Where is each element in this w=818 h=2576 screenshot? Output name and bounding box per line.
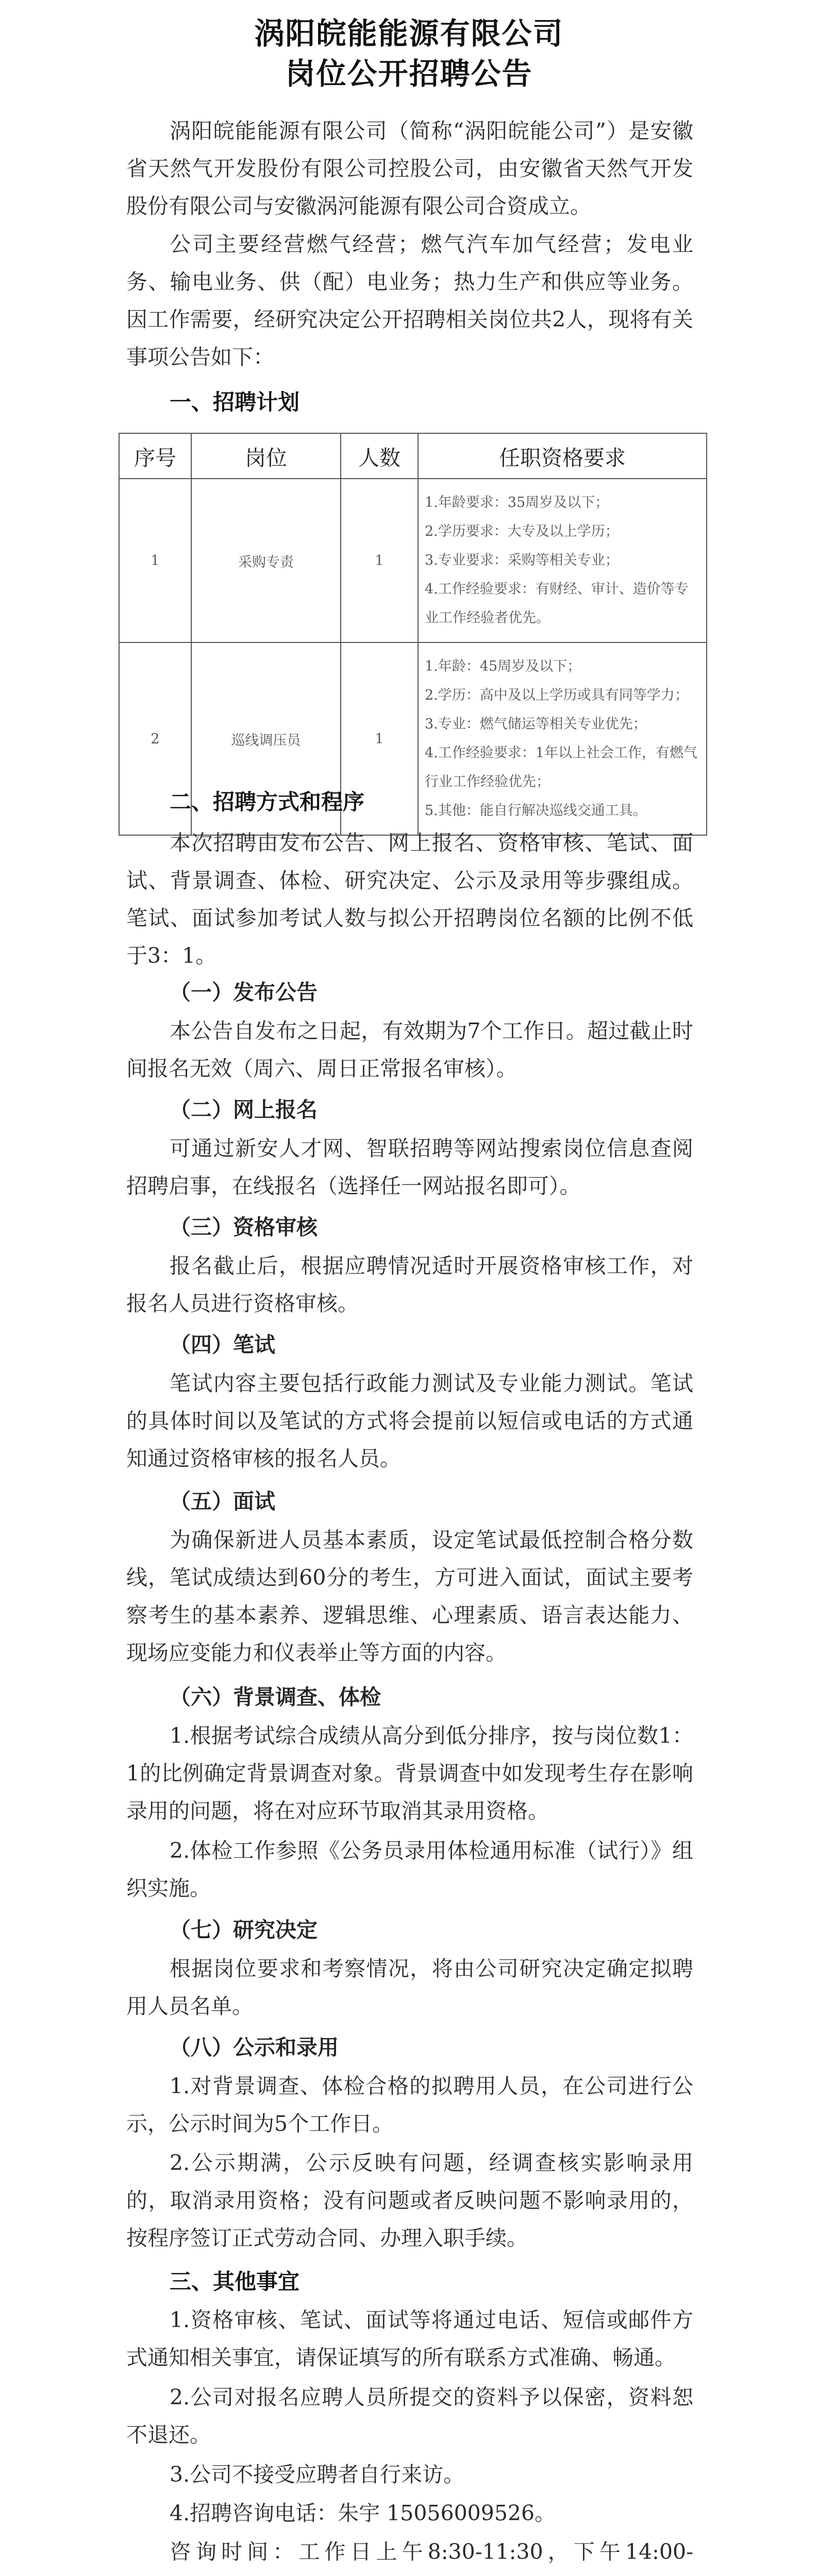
requirement-line: 3.专业：燃气储运等相关专业优先； [425, 716, 647, 732]
subsection-1-text: 本公告自发布之日起，有效期为7个工作日。超过截止时间报名无效（周六、周日正常报名审核）。 [126, 1019, 693, 1081]
header-requirements: 任职资格要求 [418, 433, 707, 479]
header-position: 岗位 [191, 433, 341, 479]
title-notice: 岗位公开招聘公告 [285, 56, 533, 91]
section-3-heading: 三、其他事宜 [170, 2269, 300, 2294]
requirement-line: 4.工作经验要求：有财经、审计、造价等专业工作经验者优先。 [425, 581, 689, 626]
row-count: 1 [341, 642, 418, 835]
requirement-line: 1.年龄要求：35周岁及以下； [425, 495, 609, 511]
section-2-intro: 本次招聘由发布公告、网上报名、资格审核、笔试、面试、背景调查、体检、研究决定、公示及录用等步骤组成。笔试、面试参加考试人数与拟公开招聘岗位名额的比例不低于3：1。 [126, 831, 693, 968]
table-header-row [119, 433, 707, 479]
subsection-8-text-1: 1.对背景调查、体检合格的拟聘用人员，在公司进行公示，公示时间为5个工作日。 [126, 2074, 693, 2136]
requirement-line: 2.学历要求：大专及以上学历； [425, 523, 619, 539]
subsection-4-heading: （四）笔试 [170, 1332, 275, 1357]
requirement-line: 4.工作经验要求：1年以上社会工作，有燃气行业工作经验优先； [425, 745, 697, 790]
subsection-8-text-2: 2.公示期满，公示反映有问题，经调查核实影响录用的，取消录用资格；没有问题或者反映问题不影响录用的，按程序签订正式劳动合同、办理入职手续。 [126, 2150, 693, 2250]
subsection-6-text-2: 2.体检工作参照《公务员录用体检通用标准（试行）》组织实施。 [126, 1838, 693, 1901]
subsection-5-heading: （五）面试 [170, 1489, 275, 1514]
row-no: 1 [119, 479, 191, 642]
row-no: 2 [119, 642, 191, 835]
row-position: 采购专责 [191, 479, 341, 642]
requirement-line: 5.其他：能自行解决巡线交通工具。 [425, 803, 647, 819]
subsection-1-heading: （一）发布公告 [170, 980, 318, 1005]
recruitment-plan-table [119, 433, 707, 836]
section-2-heading: 二、招聘方式和程序 [170, 789, 365, 815]
header-count: 人数 [341, 433, 418, 479]
subsection-6-text-1: 1.根据考试综合成绩从高分到低分排序，按与岗位数1：1的比例确定背景调查对象。背景调查中如发现考生存在影响录用的问题，将在对应环节取消其录用资格。 [126, 1723, 693, 1823]
row-requirements [418, 479, 707, 642]
subsection-3-text: 报名截止后，根据应聘情况适时开展资格审核工作，对报名人员进行资格审核。 [126, 1253, 693, 1316]
other-item-2: 2.公司对报名应聘人员所提交的资料予以保密，资料恕不退还。 [126, 2385, 693, 2447]
subsection-6-heading: （六）背景调查、体检 [170, 1685, 381, 1709]
consultation-time: 咨询时间：工作日上午8:30-11:30，下午14:00- [170, 2539, 693, 2564]
subsection-7-text: 根据岗位要求和考察情况，将由公司研究决定确定拟聘用人员名单。 [126, 1956, 693, 2019]
other-item-1: 1.资格审核、笔试、面试等将通过电话、短信或邮件方式通知相关事宜，请保证填写的所有联系方式准确、畅通。 [126, 2308, 693, 2370]
other-item-3: 3.公司不接受应聘者自行来访。 [170, 2462, 465, 2487]
section-1-heading: 一、招聘计划 [170, 389, 300, 415]
other-item-4: 4.招聘咨询电话：朱宇 15056009526。 [170, 2501, 556, 2526]
intro-paragraph-2: 公司主要经营燃气经营；燃气汽车加气经营；发电业务、输电业务、供（配）电业务；热力生产和供应等业务。因工作需要，经研究决定公开招聘相关岗位共2人，现将有关事项公告如下： [126, 232, 693, 369]
title-company: 涡阳皖能能源有限公司 [254, 16, 564, 51]
requirement-line: 3.专业要求：采购等相关专业； [425, 552, 619, 568]
table-row [119, 479, 707, 642]
subsection-4-text: 笔试内容主要包括行政能力测试及专业能力测试。笔试的具体时间以及笔试的方式将会提前以短信或电话的方式通知通过资格审核的报名人员。 [126, 1371, 693, 1471]
requirement-line: 1.年龄：45周岁及以下； [425, 658, 581, 674]
subsection-5-text: 为确保新进人员基本素质，设定笔试最低控制合格分数线，笔试成绩达到60分的考生，方可进入面试，面试主要考察考生的基本素养、逻辑思维、心理素质、语言表达能力、现场应变能力和仪表举止等方面的内容。 [126, 1528, 693, 1665]
subsection-8-heading: （八）公示和录用 [170, 2035, 339, 2060]
subsection-7-heading: （七）研究决定 [170, 1918, 318, 1942]
requirement-line: 2.学历：高中及以上学历或具有同等学力； [425, 687, 689, 703]
subsection-2-heading: （二）网上报名 [170, 1097, 318, 1122]
subsection-2-text: 可通过新安人才网、智联招聘等网站搜索岗位信息查阅招聘启事，在线报名（选择任一网站报名即可）。 [126, 1136, 693, 1198]
header-no: 序号 [119, 433, 191, 479]
subsection-3-heading: （三）资格审核 [170, 1215, 318, 1240]
intro-paragraph-1: 涡阳皖能能源有限公司（简称“涡阳皖能公司”）是安徽省天然气开发股份有限公司控股公司，由安徽省天然气开发股份有限公司与安徽涡河能源有限公司合资成立。 [126, 118, 693, 218]
row-position: 巡线调压员 [191, 642, 341, 835]
row-count: 1 [341, 479, 418, 642]
